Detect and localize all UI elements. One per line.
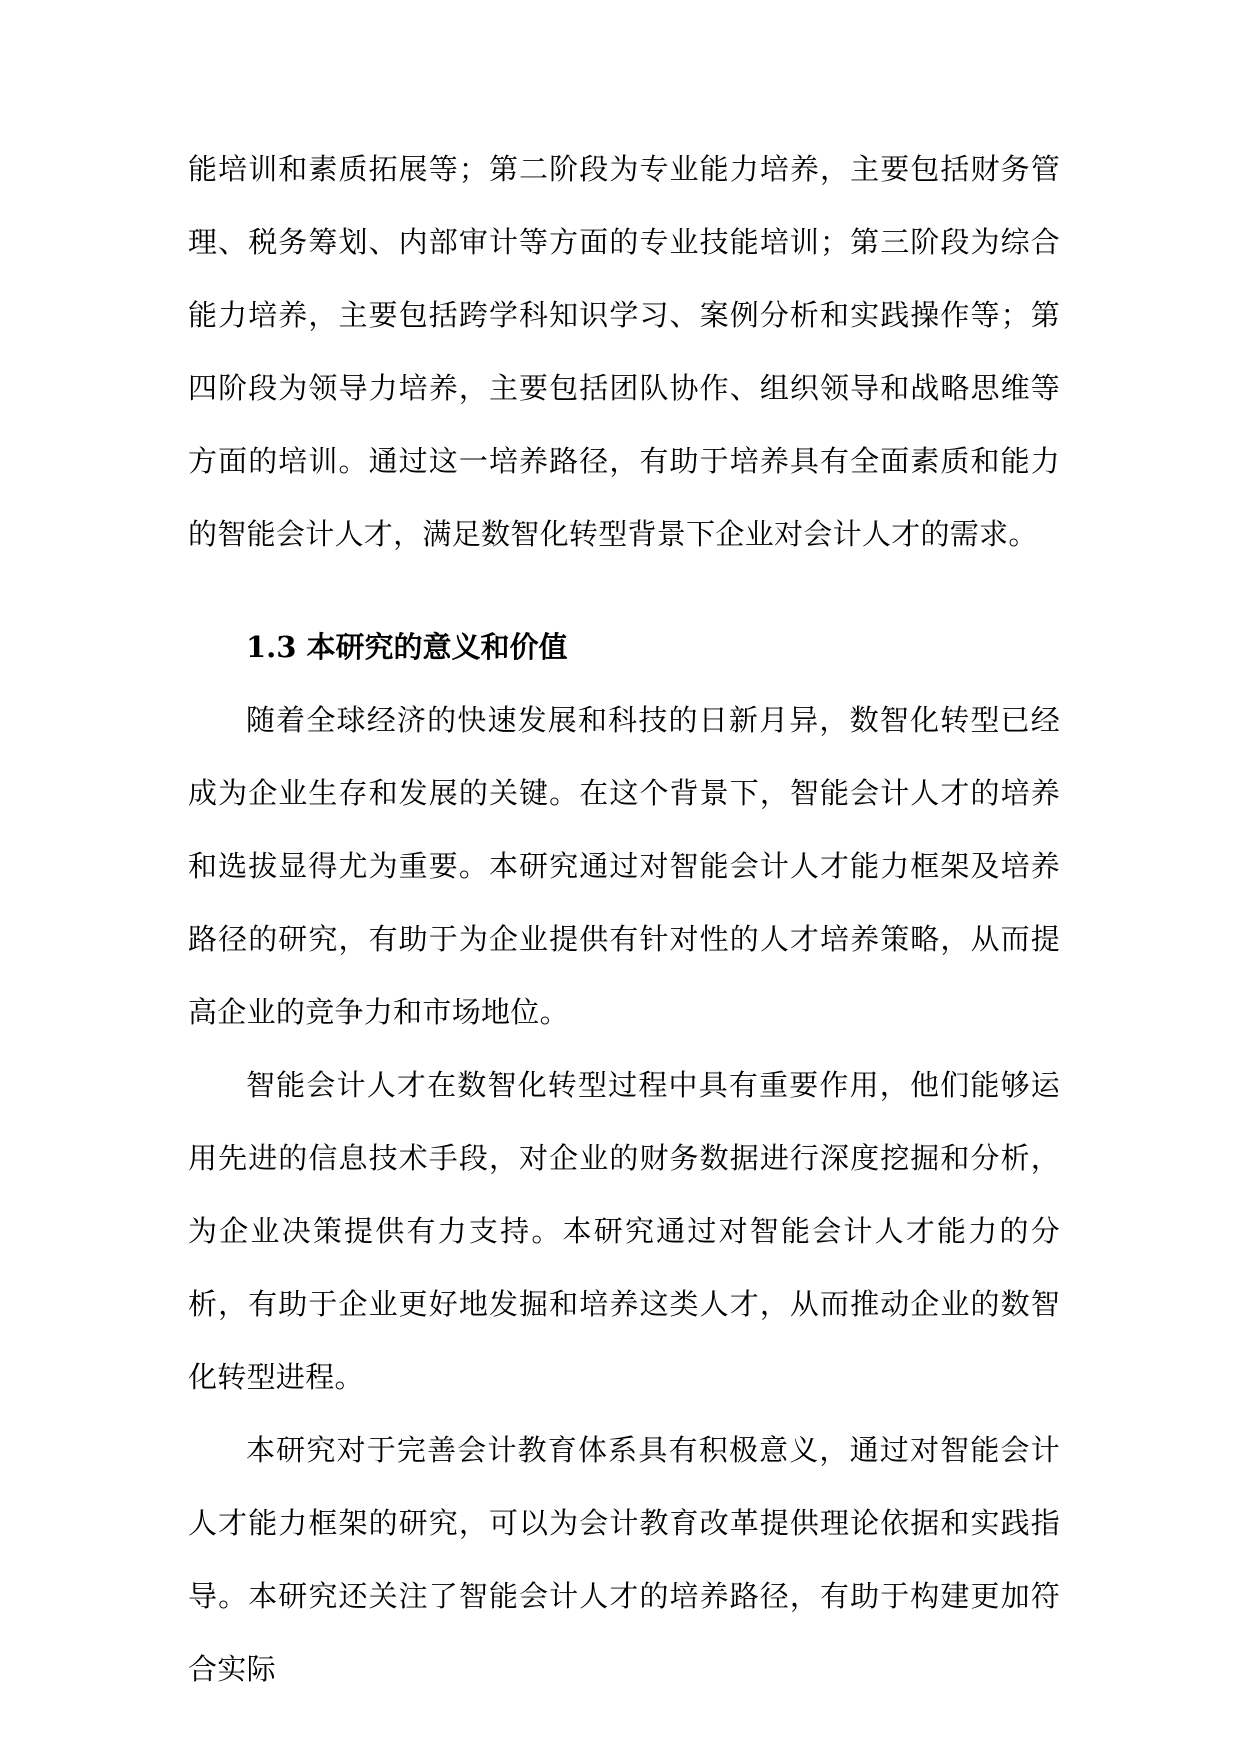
document-body: [188, 133, 1060, 1706]
paragraph-continued: 能培训和素质拓展等；第二阶段为专业能力培养，主要包括财务管理、税务筹划、内部审计等方面的专业技能培训；第三阶段为综合能力培养，主要包括跨学科知识学习、案例分析和实践操作等；第四阶段为领导力培养，主要包括团队协作、组织领导和战略思维等方面的培训。通过这一培养路径，有助于培养具有全面素质和能力的智能会计人才，满足数智化转型背景下企业对会计人才的需求。: [188, 152, 1060, 551]
paragraph-significance-1: 随着全球经济的快速发展和科技的日新月异，数智化转型已经成为企业生存和发展的关键。在这个背景下，智能会计人才的培养和选拔显得尤为重要。本研究通过对智能会计人才能力框架及培养路径的研究，有助于为企业提供有针对性的人才培养策略，从而提高企业的竞争力和市场地位。: [188, 703, 1060, 1029]
paragraph-significance-2: 智能会计人才在数智化转型过程中具有重要作用，他们能够运用先进的信息技术手段，对企业的财务数据进行深度挖掘和分析，为企业决策提供有力支持。本研究通过对智能会计人才能力的分析，有助于企业更好地发掘和培养这类人才，从而推动企业的数智化转型进程。: [188, 1068, 1060, 1394]
paragraph-significance-3: 本研究对于完善会计教育体系具有积极意义，通过对智能会计人才能力框架的研究，可以为会计教育改革提供理论依据和实践指导。本研究还关注了智能会计人才的培养路径，有助于构建更加符合实际: [188, 1433, 1060, 1686]
section-heading: 1.3 本研究的意义和价值: [246, 630, 568, 664]
